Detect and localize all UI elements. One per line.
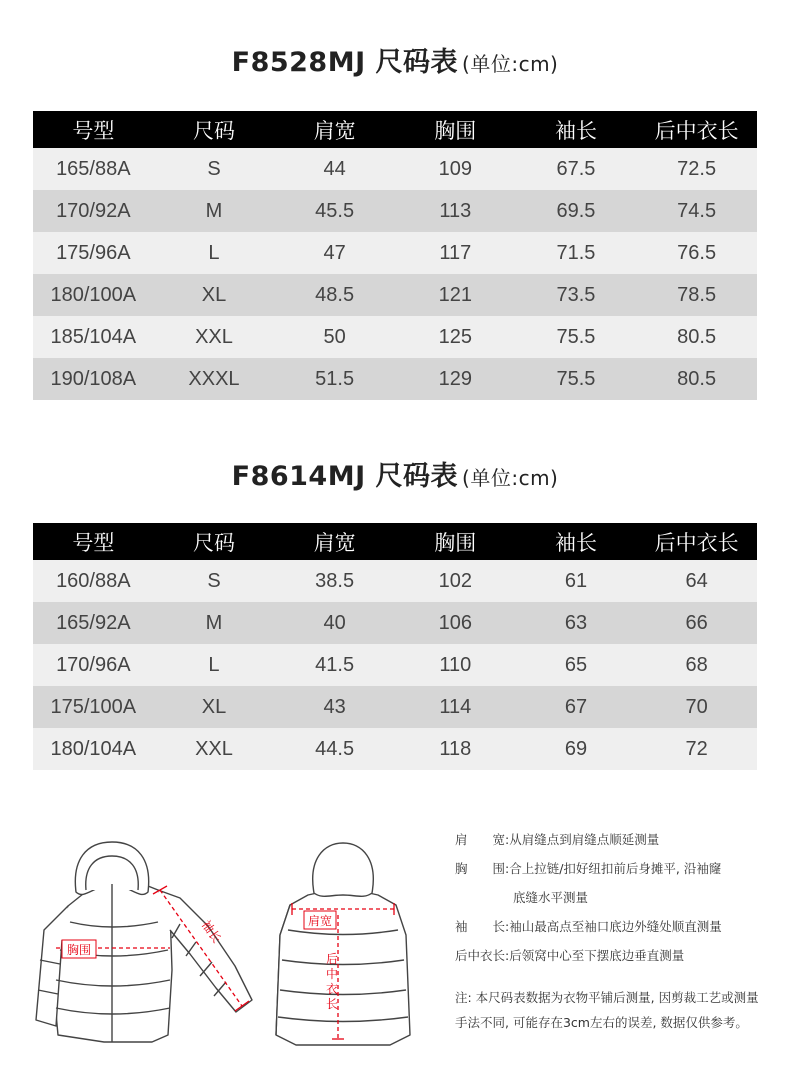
column-header: 胸围 [395, 523, 516, 560]
table-cell: 180/104A [33, 728, 154, 770]
size-table-1 [33, 111, 757, 400]
column-header: 肩宽 [274, 111, 395, 148]
table-cell: 64 [636, 560, 757, 602]
table-cell: XXL [154, 728, 275, 770]
column-header: 胸围 [395, 111, 516, 148]
column-header: 肩宽 [274, 523, 395, 560]
column-header: 袖长 [516, 111, 637, 148]
table-cell: 61 [516, 560, 637, 602]
table-cell: 48.5 [274, 274, 395, 316]
table-cell: 66 [636, 602, 757, 644]
size-table-2 [33, 523, 757, 770]
table-cell: 114 [395, 686, 516, 728]
table-cell: 165/88A [33, 148, 154, 190]
table-row [33, 190, 757, 232]
table-cell: 129 [395, 358, 516, 400]
column-header: 号型 [33, 523, 154, 560]
table-cell: 102 [395, 560, 516, 602]
table-row [33, 686, 757, 728]
table-row [33, 358, 757, 400]
table-cell: M [154, 602, 275, 644]
table-cell: 175/100A [33, 686, 154, 728]
table-cell: 80.5 [636, 358, 757, 400]
table-row [33, 232, 757, 274]
table-cell: 113 [395, 190, 516, 232]
table-row [33, 274, 757, 316]
table-cell: 170/92A [33, 190, 154, 232]
table-cell: 125 [395, 316, 516, 358]
table-cell: 63 [516, 602, 637, 644]
note-length-key: 后中衣长: [455, 948, 510, 964]
table-1-title-text: F8528MJ 尺码表 [231, 47, 459, 78]
table-cell: 38.5 [274, 560, 395, 602]
table-row [33, 602, 757, 644]
note-shoulder [455, 826, 765, 855]
table-cell: 73.5 [516, 274, 637, 316]
column-header: 后中衣长 [636, 523, 757, 560]
table-cell: L [154, 232, 275, 274]
table-row [33, 728, 757, 770]
note-chest [455, 855, 765, 884]
table-cell: 69.5 [516, 190, 637, 232]
table-cell: 75.5 [516, 358, 637, 400]
table-cell: S [154, 560, 275, 602]
table-cell: 50 [274, 316, 395, 358]
table-cell: 75.5 [516, 316, 637, 358]
back-jacket-diagram [268, 835, 418, 1055]
column-header: 尺码 [154, 523, 275, 560]
measurement-notes [455, 826, 765, 1035]
sleeve-label: 袖长 [198, 917, 224, 946]
note-shoulder-key: 肩 宽: [455, 832, 510, 848]
table-cell: 117 [395, 232, 516, 274]
note-shoulder-text: 从肩缝点到肩缝点顺延测量 [509, 832, 660, 848]
note-sleeve-key: 袖 长: [455, 919, 510, 935]
table-cell: 190/108A [33, 358, 154, 400]
back-length-label: 后中衣长 [326, 952, 339, 1011]
table-cell: 72.5 [636, 148, 757, 190]
table-cell: 109 [395, 148, 516, 190]
table-cell: 43 [274, 686, 395, 728]
table-cell: 72 [636, 728, 757, 770]
table-cell: 65 [516, 644, 637, 686]
column-header: 号型 [33, 111, 154, 148]
table-row [33, 644, 757, 686]
table-cell: 40 [274, 602, 395, 644]
table-cell: 68 [636, 644, 757, 686]
table-cell: 69 [516, 728, 637, 770]
table-cell: 160/88A [33, 560, 154, 602]
table-cell: 70 [636, 686, 757, 728]
note-chest-key: 胸 围: [455, 861, 510, 877]
table-cell: XL [154, 274, 275, 316]
table-cell: 180/100A [33, 274, 154, 316]
table-cell: 67.5 [516, 148, 637, 190]
table-cell: 67 [516, 686, 637, 728]
table-cell: 118 [395, 728, 516, 770]
table-row [33, 316, 757, 358]
table-cell: 44 [274, 148, 395, 190]
table-cell: XXL [154, 316, 275, 358]
table-cell: 76.5 [636, 232, 757, 274]
table-cell: XXXL [154, 358, 275, 400]
table-header-row [33, 111, 757, 148]
table-cell: 41.5 [274, 644, 395, 686]
table-cell: L [154, 644, 275, 686]
table-cell: 71.5 [516, 232, 637, 274]
table-header-row [33, 523, 757, 560]
table-cell: 51.5 [274, 358, 395, 400]
table-cell: 45.5 [274, 190, 395, 232]
table-cell: 185/104A [33, 316, 154, 358]
table-2-unit: (单位:cm) [462, 466, 559, 490]
note-sleeve-text: 袖山最高点至袖口底边外缝处顺直测量 [509, 919, 722, 935]
table-cell: M [154, 190, 275, 232]
table-cell: 175/96A [33, 232, 154, 274]
table-cell: 170/96A [33, 644, 154, 686]
column-header: 尺码 [154, 111, 275, 148]
table-cell: 80.5 [636, 316, 757, 358]
chest-label: 胸围 [66, 943, 92, 957]
note-length-text: 后领窝中心至下摆底边垂直测量 [509, 948, 685, 964]
note-sleeve [455, 913, 765, 942]
table-2-title-text: F8614MJ 尺码表 [231, 461, 459, 492]
table-2-title [0, 454, 790, 493]
note-chest-cont: 底缝水平测量 [513, 890, 589, 906]
note-chest-text: 合上拉链/扣好纽扣前后身摊平, 沿袖窿 [509, 861, 722, 877]
table-cell: S [154, 148, 275, 190]
table-cell: 44.5 [274, 728, 395, 770]
table-row [33, 560, 757, 602]
table-cell: 121 [395, 274, 516, 316]
column-header: 袖长 [516, 523, 637, 560]
table-1-title [0, 40, 790, 79]
front-jacket-diagram [30, 830, 260, 1055]
table-cell: 78.5 [636, 274, 757, 316]
table-cell: 165/92A [33, 602, 154, 644]
footnote: 注: 本尺码表数据为衣物平铺后测量, 因剪裁工艺或测量手法不同, 可能存在3cm左右的误差, 数据仅供参考。 [455, 990, 759, 1030]
column-header: 后中衣长 [636, 111, 757, 148]
table-cell: 110 [395, 644, 516, 686]
table-1-unit: (单位:cm) [462, 52, 559, 76]
table-cell: 106 [395, 602, 516, 644]
note-length [455, 942, 765, 971]
table-cell: XL [154, 686, 275, 728]
table-row [33, 148, 757, 190]
table-cell: 74.5 [636, 190, 757, 232]
shoulder-label: 肩宽 [307, 914, 333, 928]
table-cell: 47 [274, 232, 395, 274]
